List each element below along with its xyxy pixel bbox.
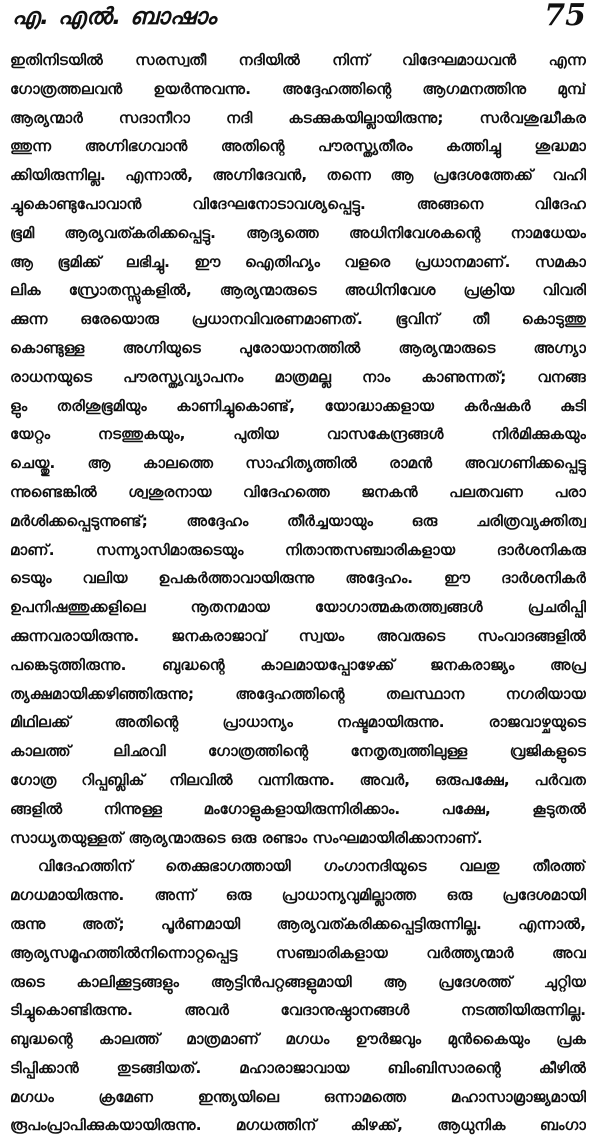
text-line: കാലത്ത് ലിഛവി ഗോത്രത്തിന്റെ നേതൃത്വത്തിലുള്ള വ്രജികളുടെ <box>10 742 586 761</box>
paragraph <box>10 46 586 852</box>
text-line: രൂപംപ്രാപിക്കുകയായിരുന്നു. മഗധത്തിന് കിഴക്ക്, ആധുനിക ബംഗാ <box>10 1116 586 1135</box>
text-line: ളും തരിശുഭൂമിയും കാണിച്ചുകൊണ്ട്, യോദ്ധാക്കളായ കർഷകർ കുടി <box>10 396 586 415</box>
text-line: ത്തുന്ന അഗ്നിഭഗവാൻ അതിന്റെ പൗരസ്ത്യതീരം കത്തിച്ചു ശുദ്ധമാ <box>10 137 586 156</box>
text-line: ക്കിയിരുന്നില്ല. എന്നാൽ, അഗ്നിദേവൻ, തന്നെ ആ പ്രദേശത്തേക്ക് വഹി <box>10 166 586 185</box>
text-line: ച്ചുകൊണ്ടുപോവാൻ വിദേഘനോടാവശ്യപ്പെട്ടു. അങ്ങനെ വിദേഹ <box>10 194 586 213</box>
text-line: ആ ഭൂമിക്ക് ലഭിച്ചു. ഈ ഐതിഹ്യം വളരെ പ്രധാനമാണ്. സമകാ <box>10 252 586 271</box>
text-line: രാധനയുടെ പൗരസ്ത്യവ്യാപനം മാത്രമല്ല നാം കാണുന്നത്; വനങ്ങ <box>10 367 586 386</box>
page-header <box>10 0 586 40</box>
text-line: ഗോത്രത്തലവൻ ഉയർന്നുവന്നു. അദ്ദേഹത്തിന്റെ ആഗമനത്തിനു മുമ്പ് <box>10 79 586 98</box>
text-line: ക്കുന്നവരായിരുന്നു. ജനകരാജാവ് സ്വയം അവരുടെ സംവാദങ്ങളിൽ <box>10 626 586 645</box>
text-line: രുടെ കാലിക്കൂട്ടങ്ങളും ആട്ടിൻപറ്റങ്ങളുമായി ആ പ്രദേശത്ത് ചുറ്റിയ <box>10 972 586 991</box>
text-line: ചെയ്തു. ആ കാലത്തെ സാഹിത്യത്തിൽ രാമൻ അവഗണിക്കപ്പെട്ടു <box>10 454 586 473</box>
text-line: ഉപനിഷത്തുക്കളിലെ നൂതനമായ യോഗാത്മകതത്ത്വങ്ങൾ പ്രചരിപ്പി <box>10 598 586 617</box>
text-line: സാധ്യതയുള്ളത് ആര്യന്മാരുടെ ഒരു രണ്ടാം സംഘമായിരിക്കാനാണ്. <box>10 828 483 847</box>
text-line: വിദേഹത്തിന് തെക്കുഭാഗത്തായി ഗംഗാനദിയുടെ വലതു തീരത്ത് <box>38 857 586 876</box>
text-line: കൊണ്ടുള്ള അഗ്നിയുടെ പുരോയാനത്തിൽ ആര്യന്മാരുടെ അഗ്ന്യാ <box>10 338 586 357</box>
text-line: യേറ്റം നടത്തുകയും, പുതിയ വാസകേന്ദ്രങ്ങൾ നിർമിക്കുകയും <box>10 425 586 444</box>
text-line: പങ്കെടുത്തിരുന്നു. ബുദ്ധന്റെ കാലമായപ്പോഴേക്ക് ജനകരാജ്യം അപ്ര <box>10 655 586 674</box>
paragraph <box>10 852 586 1140</box>
text-line: മിഥിലക്ക് അതിന്റെ പ്രാധാന്യം നഷ്ടമായിരുന്നു. രാജവാഴ്ചയുടെ <box>10 713 586 732</box>
text-line: മഗധമായിരുന്നു. അന്ന് ഒരു പ്രാധാന്യവുമില്ലാത്ത ഒരു പ്രദേശമായി <box>10 886 586 905</box>
text-line: ആര്യന്മാർ സദാനീറാ നദി കടക്കുകയില്ലായിരുന്നു; സർവശുദ്ധീകര <box>10 108 586 127</box>
text-line: ഭൂമി ആര്യവത്കരിക്കപ്പെട്ടു. ആദ്യത്തെ അധിനിവേശകന്റെ നാമധേയം <box>10 223 586 242</box>
text-line: ഗോത്ര റിപ്പബ്ലിക് നിലവിൽ വന്നിരുന്നു. അവർ, ഒരുപക്ഷേ, പർവത <box>10 770 586 789</box>
text-line: ബുദ്ധന്റെ കാലത്ത് മാത്രമാണ് മഗധം ഊർജവും മുൻകൈയും പ്രക <box>10 1030 586 1049</box>
text-line: ഇതിനിടയിൽ സരസ്വതീ നദിയിൽ നിന്ന് വിദേഘമാധവൻ എന്ന <box>10 51 586 69</box>
text-line: ടെയും വലിയ ഉപകർത്താവായിരുന്നു അദ്ദേഹം. ഈ ദാർശനികർ <box>10 569 586 588</box>
page-number: 75 <box>544 0 586 33</box>
text-line: ടിച്ചുകൊണ്ടിരുന്നു. അവർ വേദാനുഷ്ഠാനങ്ങൾ നടത്തിയിരുന്നില്ല. <box>10 1001 586 1020</box>
text-line: മഗധം ക്രമേണ ഇന്ത്യയിലെ ഒന്നാമത്തെ മഹാസാമ്രാജ്യമായി <box>10 1087 586 1106</box>
text-line: ങ്ങളിൽ നിന്നുള്ള മംഗോളുകളായിരുന്നിരിക്കാം. പക്ഷേ, കൂടുതൽ <box>10 799 586 818</box>
running-title: എ. എൽ. ബാഷാം <box>12 4 217 30</box>
text-line: ലിക സ്രോതസ്സുകളിൽ, ആര്യന്മാരുടെ അധിനിവേശ പ്രക്രിയ വിവരി <box>10 281 586 300</box>
text-line: ആര്യസമൂഹത്തിൽനിന്നൊറ്റപ്പെട്ട സഞ്ചാരികളായ വർത്ത്യന്മാർ അവ <box>10 943 586 962</box>
text-line: ടിപ്പിക്കാൻ തുടങ്ങിയത്. മഹാരാജാവായ ബിംബിസാരന്റെ കീഴിൽ <box>10 1058 586 1077</box>
text-line: മർശിക്കപ്പെടുന്നുണ്ട്; അദ്ദേഹം തീർച്ചയായും ഒരു ചരിത്രവ്യക്തിത്വ <box>10 511 586 530</box>
text-line: മാണ്. സന്ന്യാസിമാരുടെയും നിതാന്തസഞ്ചാരികളായ ദാർശനികരു <box>10 540 586 559</box>
text-line: ന്നുണ്ടെങ്കിൽ ശ്വശുരനായ വിദേഹത്തെ ജനകൻ പലതവണ പരാ <box>10 482 586 501</box>
body-text <box>10 46 586 1140</box>
text-line: രുന്നു അത്; പൂർണമായി ആര്യവത്കരിക്കപ്പെട്ടിരുന്നില്ല. എന്നാൽ, <box>10 914 586 933</box>
text-line: ക്കുന്ന ഒരേയൊരു പ്രധാനവിവരണമാണത്. ഭൂവിന് തീ കൊടുത്തു <box>10 310 586 329</box>
text-line: ത്യക്ഷമായിക്കഴിഞ്ഞിരുന്നു; അദ്ദേഹത്തിന്റെ തലസ്ഥാന നഗരിയായ <box>10 684 586 703</box>
